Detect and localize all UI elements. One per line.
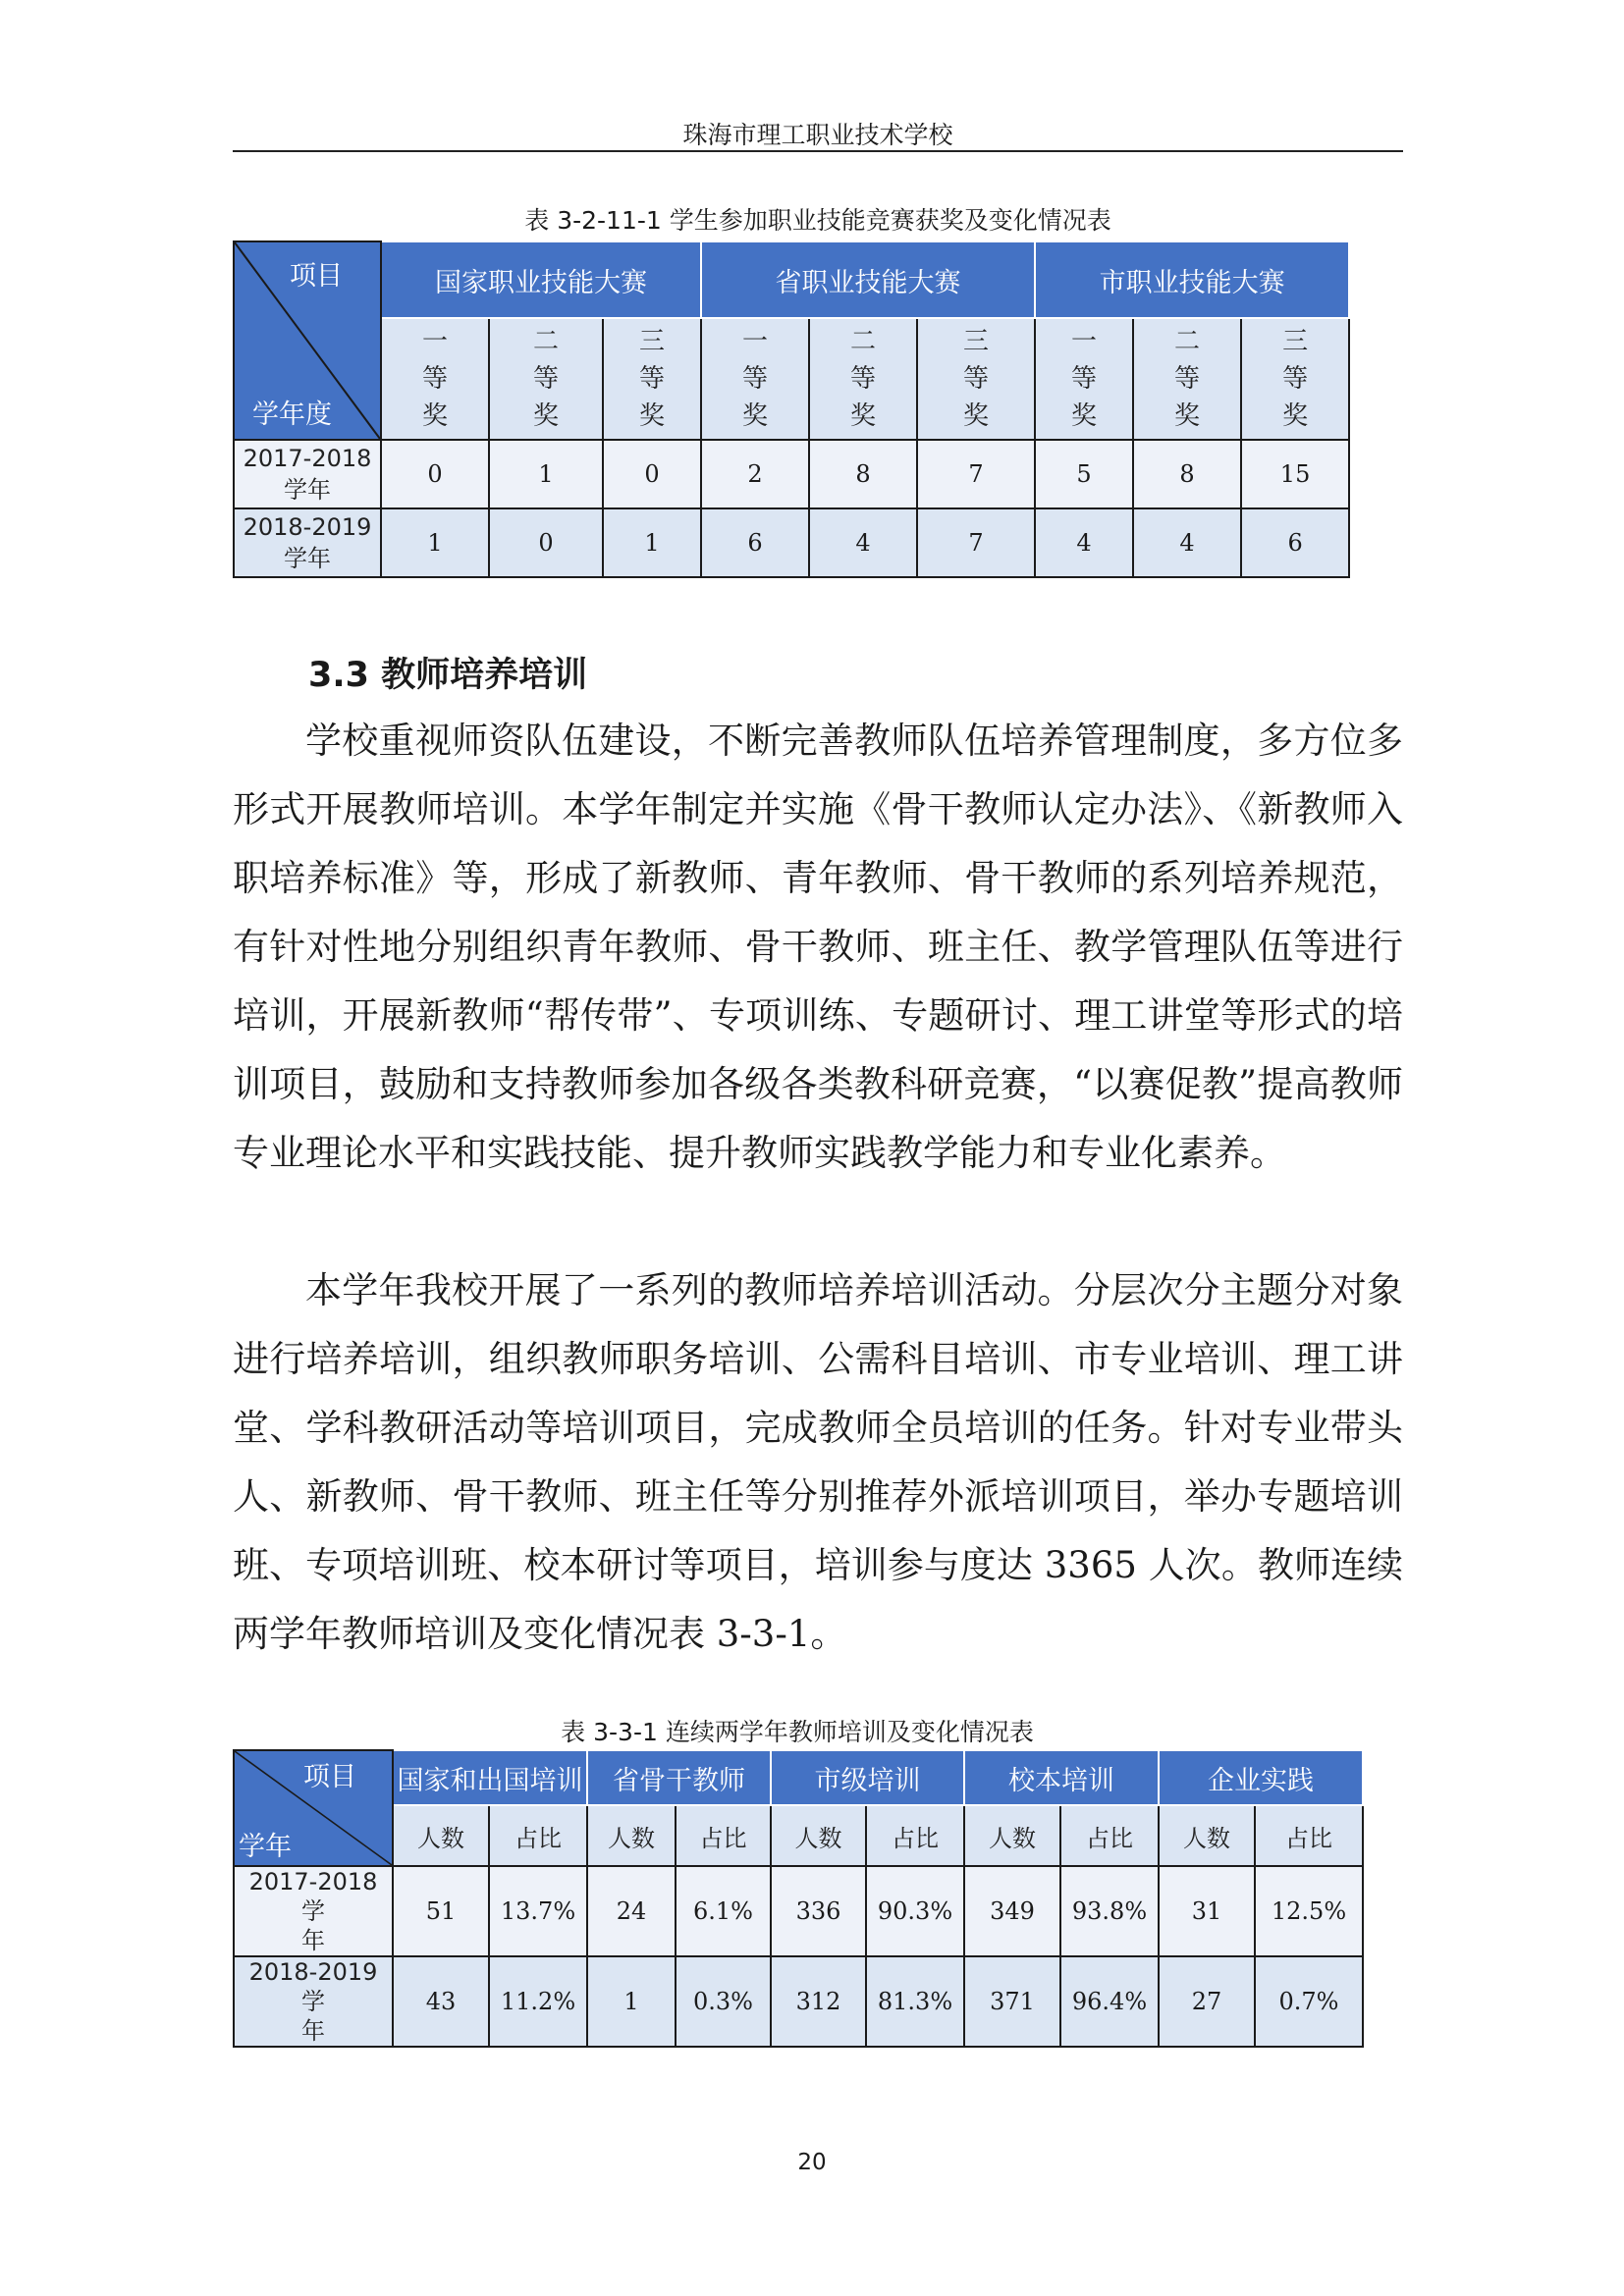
- corner-label-year: 学年: [239, 1832, 292, 1862]
- award-rank-char: 奖: [421, 401, 448, 431]
- award-rank-char: 奖: [1282, 401, 1309, 431]
- table-cell: 43: [393, 1956, 489, 2047]
- award-rank-header: [917, 318, 1035, 440]
- page-number: 20: [797, 2150, 827, 2175]
- year-label: 2018-2019 学: [248, 1958, 378, 2015]
- section-paragraph: 学校重视师资队伍建设，不断完善教师队伍培养管理制度，多方位多形式开展教师培训。本学年制定并实施《骨干教师认定办法》、《新教师入职培养标准》等，形成了新教师、青年教师、骨干教师的系列培养规范，有针对性地分别组织青年教师、骨干教师、班主任、教学管理队伍等进行培训，开展新教师“帮传带”、专项训练、专题研讨、理工讲堂等形式的培训项目，鼓励和支持教师参加各级各类教科研竞赛，“以赛促教”提高教师专业理论水平和实践技能、提升教师实践教学能力和专业化素养。: [233, 720, 1403, 1174]
- table-cell: 312: [771, 1956, 866, 2047]
- award-rank-header: [701, 318, 809, 440]
- table-cell: 1: [489, 440, 603, 508]
- year-cell: [234, 1866, 393, 1956]
- award-rank-char: 等: [742, 364, 769, 394]
- award-rank-char: 二: [850, 327, 877, 356]
- table1-corner-cell: [234, 241, 381, 440]
- award-rank-char: 奖: [1174, 401, 1201, 431]
- year-cell: [234, 1956, 393, 2047]
- award-rank-char: 等: [1282, 364, 1309, 394]
- table-cell: 2: [701, 440, 809, 508]
- table-cell: 0.7%: [1255, 1956, 1363, 2047]
- training-table: [233, 1749, 1364, 2048]
- count-header: 人数: [587, 1805, 676, 1866]
- group-header-city: 市职业技能大赛: [1035, 241, 1349, 318]
- award-rank-char: 一: [742, 327, 769, 356]
- award-rank-char: 奖: [532, 401, 559, 431]
- award-rank-char: 一: [421, 327, 448, 356]
- year-label: 2018-2019: [243, 513, 372, 541]
- corner-label-item: 项目: [303, 1762, 356, 1792]
- award-rank-header: [489, 318, 603, 440]
- count-header: 人数: [771, 1805, 866, 1866]
- ratio-header: 占比: [866, 1805, 964, 1866]
- table-cell: 11.2%: [489, 1956, 587, 2047]
- ratio-header: 占比: [676, 1805, 771, 1866]
- ratio-header: 占比: [1255, 1805, 1363, 1866]
- group-header-national-abroad: 国家和出国培训: [393, 1750, 587, 1805]
- award-rank-header: [1133, 318, 1241, 440]
- table-cell: 371: [964, 1956, 1060, 2047]
- table-cell: 1: [603, 508, 701, 577]
- table-cell: 4: [809, 508, 917, 577]
- award-rank-char: 等: [421, 364, 448, 394]
- year-label: 年: [301, 2017, 325, 2045]
- award-rank-char: 奖: [1071, 401, 1098, 431]
- year-cell: [234, 508, 381, 577]
- group-header-provincial-backbone: 省骨干教师: [587, 1750, 771, 1805]
- award-rank-char: 二: [1174, 327, 1201, 356]
- table-cell: 5: [1035, 440, 1133, 508]
- table-cell: 15: [1241, 440, 1349, 508]
- table-cell: 13.7%: [489, 1866, 587, 1956]
- year-cell: [234, 440, 381, 508]
- ratio-header: 占比: [489, 1805, 587, 1866]
- award-rank-header: [809, 318, 917, 440]
- award-rank-char: 等: [532, 364, 559, 394]
- table-cell: 6.1%: [676, 1866, 771, 1956]
- table-cell: 4: [1133, 508, 1241, 577]
- group-header-enterprise: 企业实践: [1159, 1750, 1363, 1805]
- section-title: 3.3 教师培养培训: [308, 656, 588, 695]
- award-rank-char: 三: [1282, 327, 1309, 356]
- table-cell: 27: [1159, 1956, 1255, 2047]
- count-header: 人数: [393, 1805, 489, 1866]
- table1-caption: 表 3-2-11-1 学生参加职业技能竞赛获奖及变化情况表: [524, 206, 1111, 235]
- table-cell: 24: [587, 1866, 676, 1956]
- table-cell: 96.4%: [1060, 1956, 1159, 2047]
- section-paragraph: 本学年我校开展了一系列的教师培养培训活动。分层次分主题分对象进行培养培训，组织教师职务培训、公需科目培训、市专业培训、理工讲堂、学科教研活动等培训项目，完成教师全员培训的任务。针对专业带头人、新教师、骨干教师、班主任等分别推荐外派培训项目，举办专题培训班、专项培训班、校本研讨等项目，培训参与度达 3365 人次。教师连续两学年教师培训及变化情况表 3-3-1。: [233, 1269, 1403, 1655]
- year-label: 年: [301, 1927, 325, 1954]
- award-table: [233, 240, 1350, 578]
- table-cell: 1: [381, 508, 489, 577]
- year-label: 学年: [284, 476, 331, 504]
- award-rank-header: [1241, 318, 1349, 440]
- year-label: 2017-2018: [243, 445, 372, 472]
- award-rank-char: 奖: [639, 401, 666, 431]
- table-cell: 0: [381, 440, 489, 508]
- award-rank-char: 等: [850, 364, 877, 394]
- award-rank-char: 奖: [850, 401, 877, 431]
- table-cell: 336: [771, 1866, 866, 1956]
- table-cell: 0: [603, 440, 701, 508]
- award-rank-header: [1035, 318, 1133, 440]
- award-rank-header: [381, 318, 489, 440]
- group-header-national: 国家职业技能大赛: [381, 241, 701, 318]
- count-header: 人数: [1159, 1805, 1255, 1866]
- award-rank-char: 等: [1174, 364, 1201, 394]
- table-cell: 1: [587, 1956, 676, 2047]
- award-rank-char: 奖: [742, 401, 769, 431]
- table-cell: 6: [701, 508, 809, 577]
- award-rank-char: 一: [1071, 327, 1098, 356]
- table-cell: 90.3%: [866, 1866, 964, 1956]
- table-cell: 81.3%: [866, 1956, 964, 2047]
- count-header: 人数: [964, 1805, 1060, 1866]
- award-rank-header: [603, 318, 701, 440]
- table-cell: 93.8%: [1060, 1866, 1159, 1956]
- table-cell: 7: [917, 508, 1035, 577]
- table-cell: 8: [809, 440, 917, 508]
- table-cell: 8: [1133, 440, 1241, 508]
- award-rank-char: 奖: [963, 401, 990, 431]
- table-cell: 31: [1159, 1866, 1255, 1956]
- award-rank-char: 等: [963, 364, 990, 394]
- table-cell: 349: [964, 1866, 1060, 1956]
- award-rank-char: 二: [532, 327, 559, 356]
- award-rank-char: 等: [639, 364, 666, 394]
- table-cell: 7: [917, 440, 1035, 508]
- table-cell: 6: [1241, 508, 1349, 577]
- table-cell: 0: [489, 508, 603, 577]
- group-header-school: 校本培训: [964, 1750, 1159, 1805]
- award-rank-char: 等: [1071, 364, 1098, 394]
- group-header-city: 市级培训: [771, 1750, 964, 1805]
- table-cell: 4: [1035, 508, 1133, 577]
- year-label: 学年: [284, 545, 331, 572]
- corner-label-item: 项目: [290, 261, 343, 292]
- award-rank-char: 三: [639, 327, 666, 356]
- table-cell: 51: [393, 1866, 489, 1956]
- group-header-provincial: 省职业技能大赛: [701, 241, 1035, 318]
- table2-corner-cell: [234, 1750, 393, 1866]
- year-label: 2017-2018 学: [248, 1868, 378, 1925]
- table2-caption: 表 3-3-1 连续两学年教师培训及变化情况表: [561, 1718, 1034, 1746]
- award-rank-char: 三: [963, 327, 990, 356]
- header-rule: [233, 150, 1403, 152]
- page-header: 珠海市理工职业技术学校: [682, 121, 953, 149]
- ratio-header: 占比: [1060, 1805, 1159, 1866]
- corner-label-year: 学年度: [252, 400, 332, 430]
- table-cell: 12.5%: [1255, 1866, 1363, 1956]
- table-cell: 0.3%: [676, 1956, 771, 2047]
